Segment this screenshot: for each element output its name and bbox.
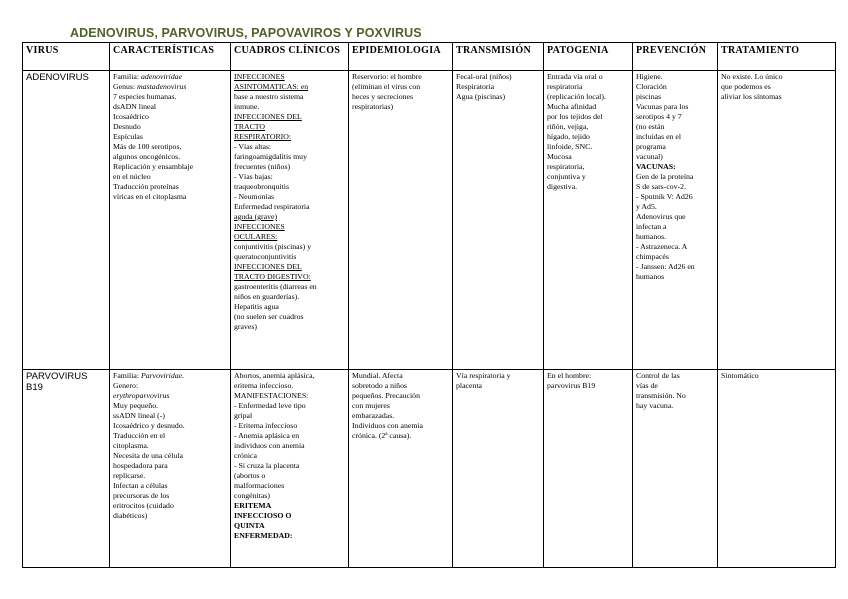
cell-line: Necesita de una célula <box>113 451 183 460</box>
cell-transmision <box>453 370 544 568</box>
cell-line: con mujeres <box>352 401 390 410</box>
header-patogenia: PATOGENIA <box>544 43 633 71</box>
table-row-adenovirus <box>23 71 836 370</box>
cell-line: conjuntivitis (piscinas) y <box>234 242 312 251</box>
cell-line: respiratoria, <box>547 162 585 171</box>
cell-line: MANIFESTACIONES: <box>234 391 309 400</box>
cell-line: No existe. Lo único <box>721 72 783 81</box>
cell-line: Enfermedad respiratoria <box>234 202 310 211</box>
cell-line: gastroenteritis (diarreas en <box>234 282 317 291</box>
cell-line: Replicación y ensamblaje <box>113 162 194 171</box>
header-cuadros-clinicos: CUADROS CLÍNICOS <box>231 43 349 71</box>
cell-line: erythroparvovirus <box>113 391 170 400</box>
cell-patogenia <box>544 370 633 568</box>
cell-line: individuos con anemia <box>234 441 305 450</box>
cell-line: Entrada vía oral o <box>547 72 603 81</box>
cell-line: queratoconjuntivitis <box>234 252 297 261</box>
cell-line: embarazadas. <box>352 411 395 420</box>
cell-line: - Vías altas: <box>234 142 272 151</box>
cell-line: riñón, vejiga, <box>547 122 589 131</box>
header-caracteristicas: CARACTERÍSTICAS <box>110 43 231 71</box>
cell-line: hay vacuna. <box>636 401 674 410</box>
cell-line: serotipos 4 y 7 <box>636 112 682 121</box>
cell-line: Traducción proteínas <box>113 182 179 191</box>
cell-line: Vía respiratoria y <box>456 371 511 380</box>
cell-line: Mucha afinidad <box>547 102 597 111</box>
cell-line: humanos <box>636 272 665 281</box>
header-virus: VIRUS <box>23 43 110 71</box>
cell-line: ASINTOMATICAS: en <box>234 82 309 91</box>
header-tratamiento: TRATAMIENTO <box>718 43 836 71</box>
cell-line: vacunal) <box>636 152 663 161</box>
cell-tratamiento <box>718 370 836 568</box>
cell-line: placenta <box>456 381 482 390</box>
cell-line: - Enfermedad leve tipo <box>234 401 306 410</box>
cell-line: INFECCIOSO O <box>234 511 292 520</box>
cell-line: eritema infeccioso. <box>234 381 294 390</box>
cell-line: Cloración <box>636 82 667 91</box>
cell-line: y Ad5. <box>636 202 657 211</box>
cell-line: RESPIRATORIO: <box>234 132 292 141</box>
cell-tratamiento <box>718 71 836 370</box>
cell-line: Reservorio: el hombre <box>352 72 422 81</box>
cell-line: - Astrazeneca. A <box>636 242 688 251</box>
cell-line: (abortos o <box>234 471 266 480</box>
cell-line: ERITEMA <box>234 501 272 510</box>
cell-line: aguda (grave) <box>234 212 278 221</box>
cell-line: hospedadora para <box>113 461 168 470</box>
cell-line: Fecal-oral (niños) <box>456 72 512 81</box>
cell-line: TRACTO DIGESTIVO: <box>234 272 311 281</box>
header-transmision: TRANSMISIÓN <box>453 43 544 71</box>
cell-virus: ADENOVIRUS <box>23 71 110 370</box>
cell-line: crónica <box>234 451 257 460</box>
cell-line: Sintomático <box>721 371 759 380</box>
cell-line: Icosaédrico <box>113 112 149 121</box>
cell-line: pequeños. Precaución <box>352 391 420 400</box>
cell-line: sobretodo a niños <box>352 381 408 390</box>
cell-line: Gen de la proteína <box>636 172 694 181</box>
cell-line: gripal <box>234 411 253 420</box>
cell-line: Individuos con anemia <box>352 421 424 430</box>
cell-line: Desnudo <box>113 122 141 131</box>
cell-transmision <box>453 71 544 370</box>
cell-line: crónica. (2ª causa). <box>352 431 412 440</box>
cell-prevencion <box>633 71 718 370</box>
cell-line: eritrocitos (cuidado <box>113 501 174 510</box>
cell-line: Abortos, anemia aplásica, <box>234 371 315 380</box>
cell-line: incluidas en el <box>636 132 682 141</box>
header-row <box>23 43 836 71</box>
cell-line: - Vías bajas: <box>234 172 273 181</box>
cell-line: Hepatitis agua <box>234 302 279 311</box>
cell-line: Genero: <box>113 381 139 390</box>
cell-line: OCULARES: <box>234 232 278 241</box>
cell-line: linfoide, SNC. <box>547 142 593 151</box>
cell-line: parvovirus B19 <box>547 381 596 390</box>
cell-line: diabéticos) <box>113 511 148 520</box>
cell-line: vías de <box>636 381 658 390</box>
cell-epidemiologia <box>349 370 453 568</box>
cell-line: (no suelen ser cuadros <box>234 312 304 321</box>
cell-line: frecuentes (niños) <box>234 162 291 171</box>
cell-line: que podemos es <box>721 82 771 91</box>
cell-line: víricas en el citoplasma <box>113 192 187 201</box>
cell-line: niños en guarderías). <box>234 292 300 301</box>
cell-line: Infectan a células <box>113 481 168 490</box>
virus-table <box>22 42 836 568</box>
cell-line: faringoamigdalitis muy <box>234 152 307 161</box>
cell-line: digestiva. <box>547 182 578 191</box>
cell-line: Agua (piscinas) <box>456 92 506 101</box>
cell-line: - Eritema infeccioso <box>234 421 298 430</box>
cell-line: Higiene. <box>636 72 663 81</box>
cell-line: ENFERMEDAD: <box>234 531 293 540</box>
cell-line: - Sputnik V: Ad26 <box>636 192 693 201</box>
cell-line: chimpacés <box>636 252 669 261</box>
cell-line: - Neumonías <box>234 192 275 201</box>
cell-line: en el núcleo <box>113 172 151 181</box>
cell-line: En el hombre: <box>547 371 592 380</box>
cell-line: Familia: adenoviridae <box>113 72 183 81</box>
cell-line: INFECCIONES DEL <box>234 262 302 271</box>
cell-line: conjuntiva y <box>547 172 586 181</box>
cell-cuadros-clinicos <box>231 71 349 370</box>
cell-caracteristicas <box>110 71 231 370</box>
cell-line: INFECCIONES <box>234 72 285 81</box>
cell-line: Traducción en el <box>113 431 166 440</box>
cell-line: INFECCIONES DEL <box>234 112 302 121</box>
cell-line: traqueobronquitis <box>234 182 290 191</box>
cell-line: 7 especies humanas. <box>113 92 177 101</box>
cell-line: por los tejidos del <box>547 112 603 121</box>
cell-line: inmune. <box>234 102 260 111</box>
cell-line: (no están <box>636 122 665 131</box>
cell-line: ssADN lineal (-) <box>113 411 165 420</box>
cell-line: (replicación local). <box>547 92 606 101</box>
cell-line: Más de 100 serotipos, <box>113 142 182 151</box>
cell-line: dsADN lineal <box>113 102 157 111</box>
cell-cuadros-clinicos <box>231 370 349 568</box>
cell-line: Icosaédrico y desnudo. <box>113 421 185 430</box>
header-prevencion: PREVENCIÓN <box>633 43 718 71</box>
cell-line: Control de las <box>636 371 680 380</box>
cell-line: VACUNAS: <box>636 162 676 171</box>
cell-line: congénitas) <box>234 491 270 500</box>
cell-line: S de sars-cov-2. <box>636 182 687 191</box>
page-title: ADENOVIRUS, PARVOVIRUS, PAPOVAVIROS Y POXVIRUS <box>70 26 422 40</box>
cell-line: - Anemia aplásica en <box>234 431 300 440</box>
cell-line: Adenovirus que <box>636 212 686 221</box>
table-row-parvovirus <box>23 370 836 568</box>
cell-line: piscinas <box>636 92 662 101</box>
cell-line: Respiratoria <box>456 82 495 91</box>
cell-line: Espículas <box>113 132 143 141</box>
cell-line: heces y secreciones <box>352 92 414 101</box>
cell-line: transmisión. No <box>636 391 686 400</box>
cell-line: Muy pequeño. <box>113 401 159 410</box>
cell-line: malformaciones <box>234 481 285 490</box>
cell-line: Vacunas para los <box>636 102 689 111</box>
cell-line: - Si cruza la placenta <box>234 461 300 470</box>
cell-line: citoplasma. <box>113 441 149 450</box>
cell-line: infectan a <box>636 222 667 231</box>
cell-line: - Janssen: Ad26 en <box>636 262 695 271</box>
cell-prevencion <box>633 370 718 568</box>
cell-line: TRACTO <box>234 122 266 131</box>
cell-line: replicarse. <box>113 471 146 480</box>
cell-line: aliviar los síntomas <box>721 92 782 101</box>
cell-line: hígado, tejido <box>547 132 590 141</box>
cell-line: programa <box>636 142 666 151</box>
cell-line: (eliminan el virus con <box>352 82 421 91</box>
cell-caracteristicas <box>110 370 231 568</box>
cell-line: graves) <box>234 322 257 331</box>
cell-line: humanos. <box>636 232 667 241</box>
cell-line: Genus: mastadenovirus <box>113 82 187 91</box>
cell-line: algunos oncogénicos. <box>113 152 181 161</box>
cell-line: respiratorias) <box>352 102 394 111</box>
cell-line: Mundial. Afecta <box>352 371 403 380</box>
cell-line: QUINTA <box>234 521 265 530</box>
cell-line: precursoras de los <box>113 491 170 500</box>
cell-epidemiologia <box>349 71 453 370</box>
cell-line: respiratoria <box>547 82 583 91</box>
cell-line: base a nuestro sistema <box>234 92 304 101</box>
cell-line: Familia: Parvoviridae. <box>113 371 185 380</box>
cell-line: INFECCIONES <box>234 222 285 231</box>
cell-patogenia <box>544 71 633 370</box>
header-epidemiologia: EPIDEMIOLOGIA <box>349 43 453 71</box>
cell-line: Mucosa <box>547 152 572 161</box>
cell-virus: PARVOVIRUS B19 <box>23 370 110 568</box>
